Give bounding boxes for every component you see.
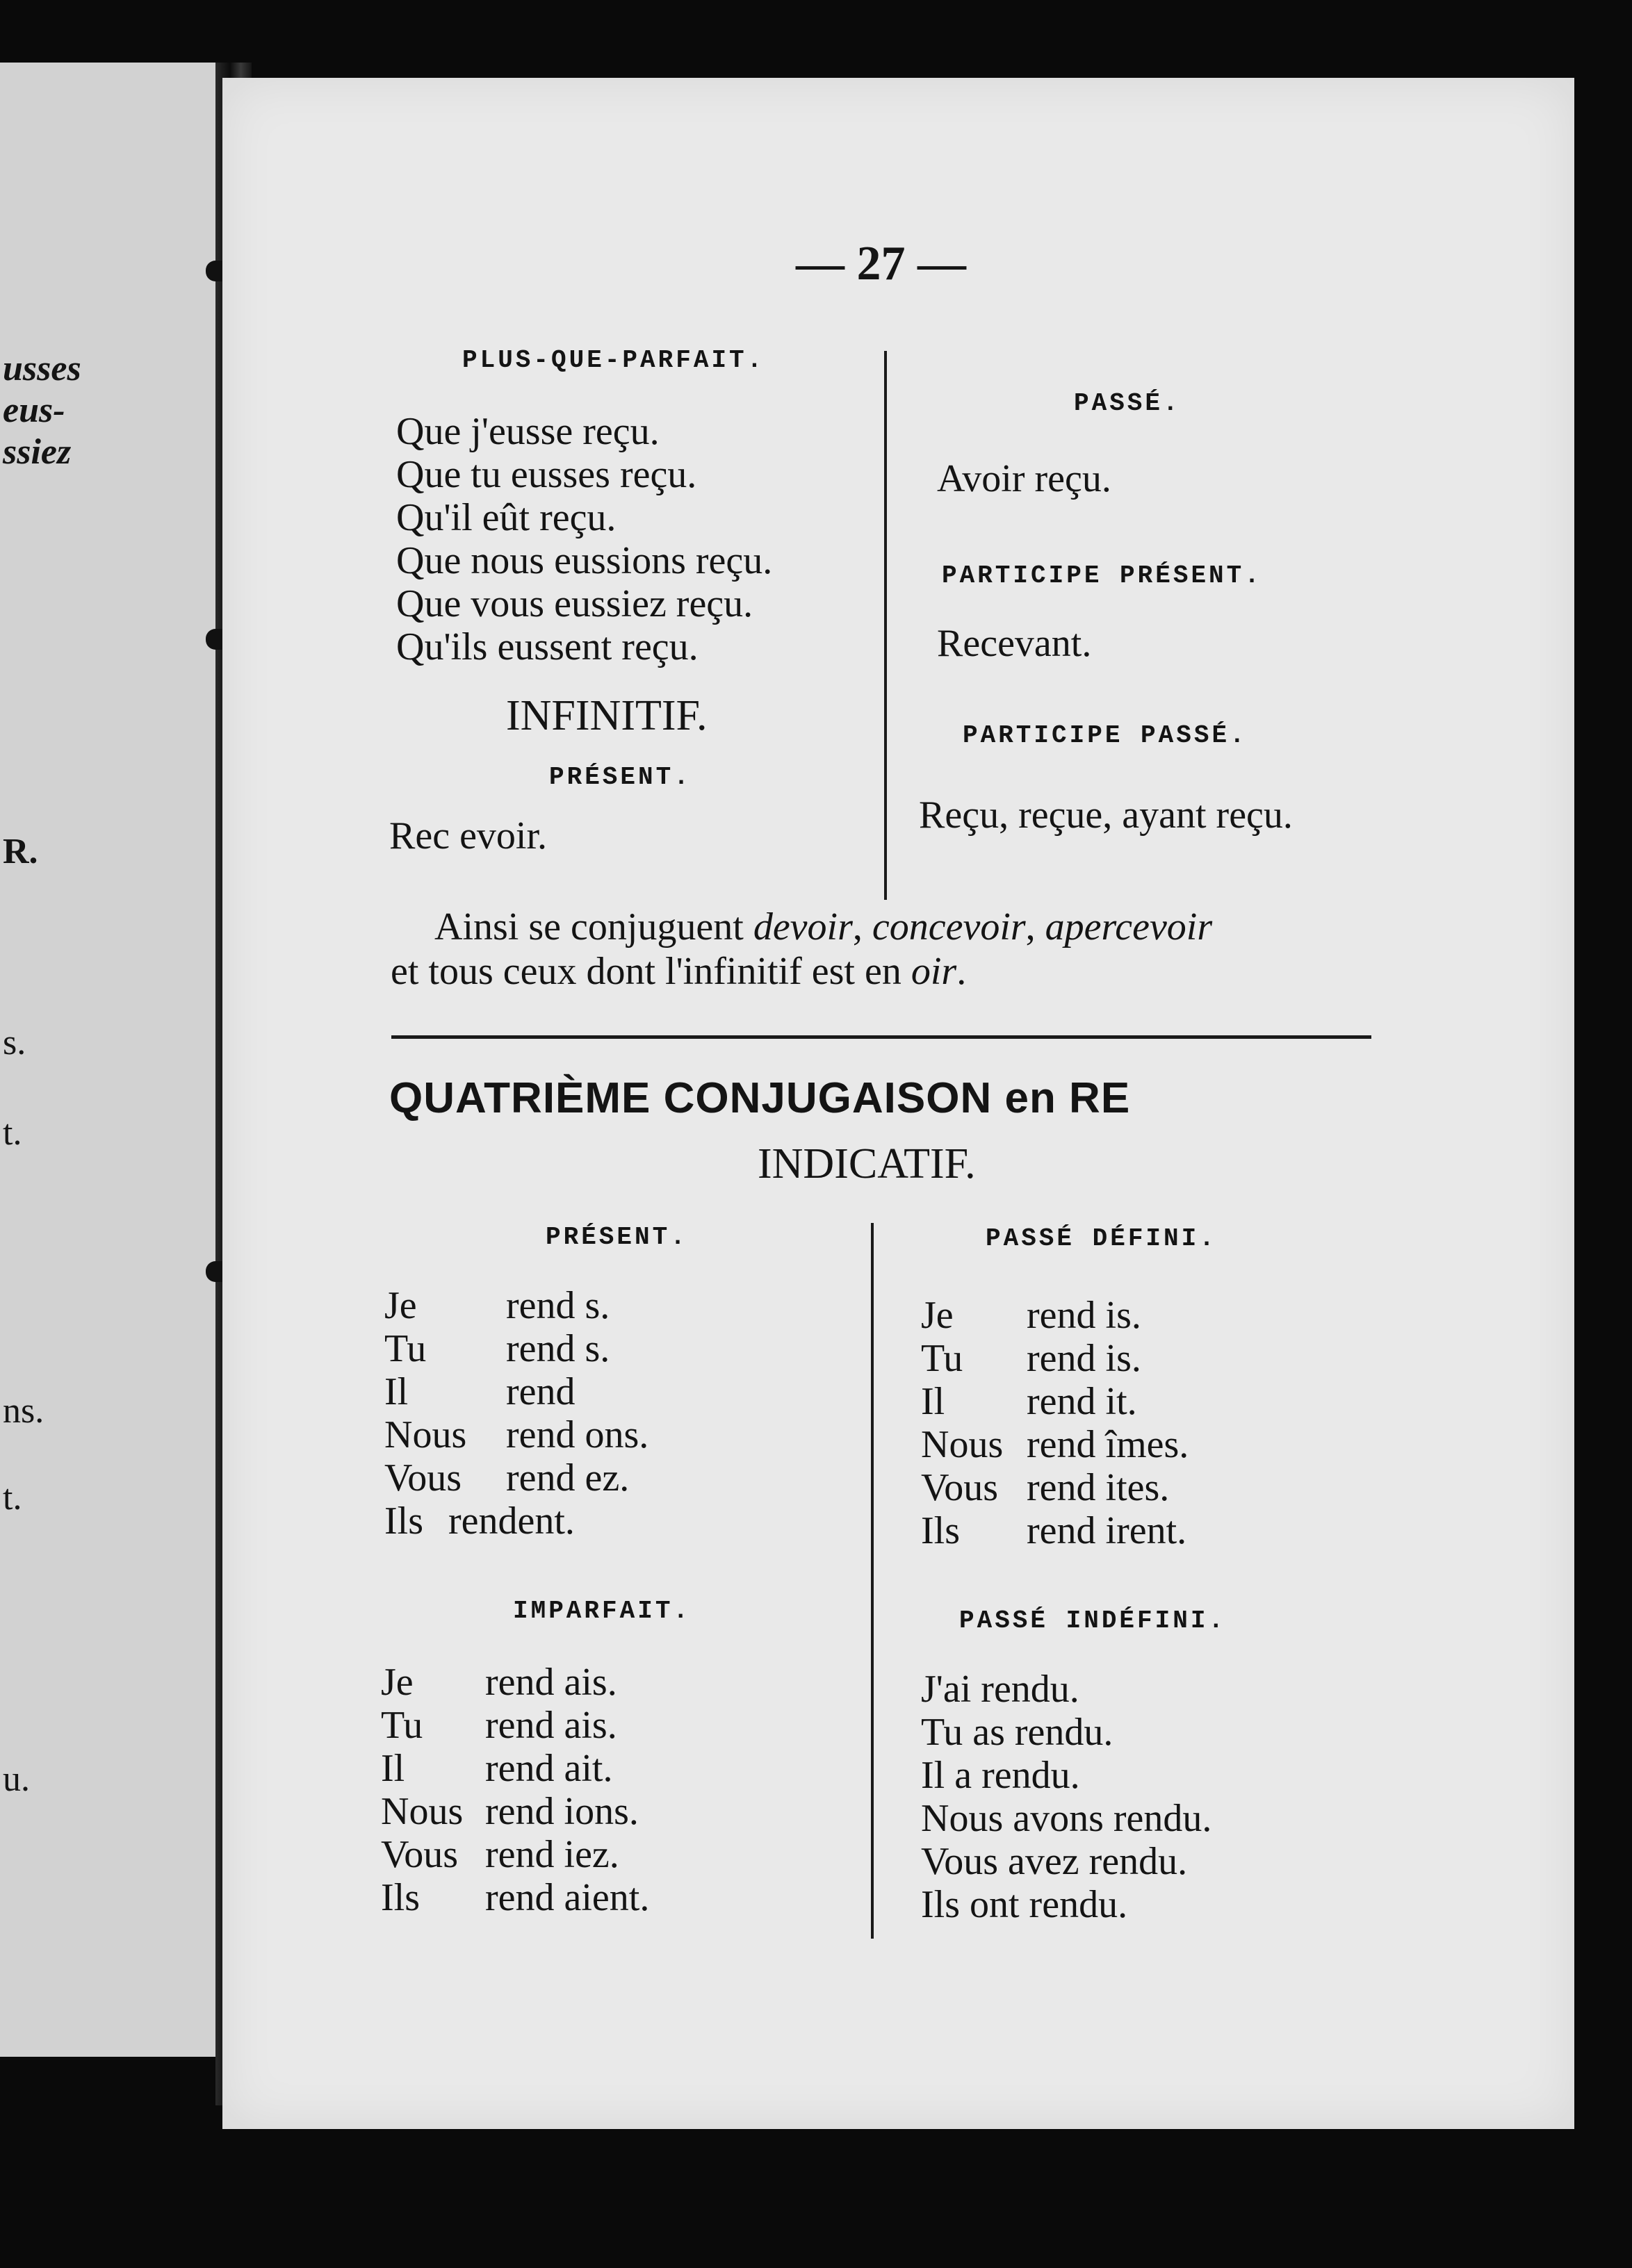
verb-form: rend îmes. bbox=[1027, 1423, 1189, 1466]
note-text: , bbox=[1025, 905, 1045, 948]
pronoun: Vous bbox=[384, 1456, 462, 1499]
conjugation-row bbox=[381, 1790, 649, 1833]
infinitif-heading: INFINITIF. bbox=[506, 692, 708, 739]
note-verb: concevoir bbox=[872, 905, 1026, 948]
plus-que-parfait-lines bbox=[396, 410, 772, 668]
imparfait-table bbox=[381, 1661, 649, 1919]
note-line-1 bbox=[434, 905, 1212, 948]
conjugation-row bbox=[921, 1294, 1189, 1337]
conjugation-line: Qu'il eût reçu. bbox=[396, 496, 617, 539]
conjugation-line: Que nous eussions reçu. bbox=[396, 539, 773, 582]
infinitif-present-heading: PRÉSENT. bbox=[549, 763, 692, 791]
pronoun: Il bbox=[381, 1747, 405, 1790]
pronoun: Ils bbox=[381, 1876, 420, 1919]
conjugation-row bbox=[381, 1876, 649, 1919]
note-text: Ainsi se conjuguent bbox=[434, 905, 753, 948]
verb-form: rend irent. bbox=[1027, 1509, 1187, 1552]
section-title: QUATRIÈME CONJUGAISON en RE bbox=[389, 1074, 1131, 1122]
pronoun: Tu bbox=[921, 1337, 963, 1380]
facing-page-text: ssiez bbox=[3, 432, 72, 472]
infinitif-passe-heading: PASSÉ. bbox=[1074, 389, 1181, 418]
pronoun: Je bbox=[381, 1661, 414, 1704]
note-text: , bbox=[852, 905, 872, 948]
verb-form: rend s. bbox=[506, 1284, 610, 1327]
conjugation-line: Ils ont rendu. bbox=[921, 1883, 1128, 1926]
conjugation-row bbox=[921, 1337, 1189, 1380]
imparfait-heading: IMPARFAIT. bbox=[513, 1597, 692, 1625]
verb-form: rend ais. bbox=[485, 1704, 617, 1747]
verb-form: rend iez. bbox=[485, 1833, 619, 1876]
conjugation-line: Que vous eussiez reçu. bbox=[396, 582, 753, 625]
participe-passe-heading: PARTICIPE PASSÉ. bbox=[963, 721, 1248, 750]
note-verb: devoir bbox=[753, 905, 853, 948]
note-text: et tous ceux dont l'infinitif est en bbox=[391, 950, 911, 993]
pronoun: Nous bbox=[921, 1423, 1004, 1466]
verb-form: rend bbox=[506, 1370, 576, 1413]
conjugation-row bbox=[384, 1284, 648, 1327]
pronoun: Je bbox=[384, 1284, 417, 1327]
verb-form: rend s. bbox=[506, 1327, 610, 1370]
facing-page-text: t. bbox=[3, 1113, 22, 1153]
conjugation-row bbox=[921, 1509, 1189, 1552]
verb-form: rend aient. bbox=[485, 1876, 650, 1919]
facing-page-text: ns. bbox=[3, 1391, 44, 1431]
note-verb: oir bbox=[911, 950, 957, 993]
verb-form: rend ez. bbox=[506, 1456, 630, 1499]
facing-page-text: usses bbox=[3, 349, 81, 388]
facing-page-text: R. bbox=[3, 832, 38, 871]
passe-indefini-heading: PASSÉ INDÉFINI. bbox=[959, 1606, 1227, 1635]
pronoun: Tu bbox=[384, 1327, 427, 1370]
conjugation-row bbox=[384, 1456, 648, 1499]
verb-form: rendent. bbox=[448, 1499, 575, 1543]
present-table bbox=[384, 1284, 648, 1543]
note-verb: apercevoir bbox=[1045, 905, 1213, 948]
pronoun: Je bbox=[921, 1294, 954, 1337]
infinitif-passe-value: Avoir reçu. bbox=[937, 457, 1111, 500]
column-divider bbox=[871, 1223, 874, 1939]
pronoun: Nous bbox=[384, 1413, 467, 1456]
verb-form: rend ions. bbox=[485, 1790, 639, 1833]
verb-form: rend ait. bbox=[485, 1747, 613, 1790]
participe-present-value: Recevant. bbox=[937, 622, 1092, 665]
conjugation-line: Il a rendu. bbox=[921, 1754, 1080, 1797]
conjugation-line: Vous avez rendu. bbox=[921, 1840, 1188, 1883]
infinitif-present-value: Rec evoir. bbox=[389, 814, 548, 857]
note-line-2 bbox=[391, 950, 966, 993]
facing-page-text: s. bbox=[3, 1023, 26, 1062]
verb-form: rend is. bbox=[1027, 1294, 1141, 1337]
section-divider bbox=[391, 1035, 1371, 1039]
facing-page-text: t. bbox=[3, 1478, 22, 1518]
conjugation-line: Que j'eusse reçu. bbox=[396, 410, 660, 453]
pronoun: Tu bbox=[381, 1704, 423, 1747]
pronoun: Ils bbox=[921, 1509, 960, 1552]
verb-form: rend is. bbox=[1027, 1337, 1141, 1380]
facing-page-text: u. bbox=[3, 1759, 30, 1799]
conjugation-row bbox=[381, 1747, 649, 1790]
conjugation-row bbox=[381, 1661, 649, 1704]
conjugation-row bbox=[921, 1380, 1189, 1423]
conjugation-line: Qu'ils eussent reçu. bbox=[396, 625, 699, 668]
column-divider bbox=[884, 351, 887, 900]
pronoun: Nous bbox=[381, 1790, 464, 1833]
conjugation-row bbox=[921, 1423, 1189, 1466]
conjugation-line: Tu as rendu. bbox=[921, 1711, 1113, 1754]
verb-form: rend it. bbox=[1027, 1380, 1137, 1423]
conjugation-row bbox=[921, 1466, 1189, 1509]
pronoun: Il bbox=[921, 1380, 945, 1423]
plus-que-parfait-heading: PLUS-QUE-PARFAIT. bbox=[462, 346, 765, 375]
verb-form: rend ons. bbox=[506, 1413, 649, 1456]
present-heading: PRÉSENT. bbox=[546, 1223, 688, 1251]
passe-defini-table bbox=[921, 1294, 1189, 1552]
verb-form: rend ais. bbox=[485, 1661, 617, 1704]
passe-defini-heading: PASSÉ DÉFINI. bbox=[986, 1224, 1217, 1253]
conjugation-row bbox=[381, 1704, 649, 1747]
section-subtitle: INDICATIF. bbox=[758, 1140, 976, 1188]
pronoun: Ils bbox=[384, 1499, 423, 1543]
conjugation-line: Nous avons rendu. bbox=[921, 1797, 1212, 1840]
facing-page-text: eus- bbox=[3, 391, 65, 430]
conjugation-line: J'ai rendu. bbox=[921, 1668, 1079, 1711]
conjugation-row bbox=[381, 1833, 649, 1876]
pronoun: Vous bbox=[921, 1466, 999, 1509]
participe-present-heading: PARTICIPE PRÉSENT. bbox=[942, 561, 1262, 590]
conjugation-row bbox=[384, 1370, 648, 1413]
verb-form: rend ites. bbox=[1027, 1466, 1170, 1509]
conjugation-row bbox=[384, 1413, 648, 1456]
note-text: . bbox=[956, 950, 967, 993]
pronoun: Il bbox=[384, 1370, 409, 1413]
conjugation-row bbox=[384, 1499, 648, 1543]
passe-indefini-lines bbox=[921, 1668, 1211, 1926]
facing-page-fragment bbox=[0, 63, 215, 2057]
page-number: — 27 — bbox=[796, 237, 966, 290]
conjugation-row bbox=[384, 1327, 648, 1370]
conjugation-line: Que tu eusses reçu. bbox=[396, 453, 697, 496]
pronoun: Vous bbox=[381, 1833, 459, 1876]
participe-passe-value: Reçu, reçue, ayant reçu. bbox=[919, 794, 1293, 837]
